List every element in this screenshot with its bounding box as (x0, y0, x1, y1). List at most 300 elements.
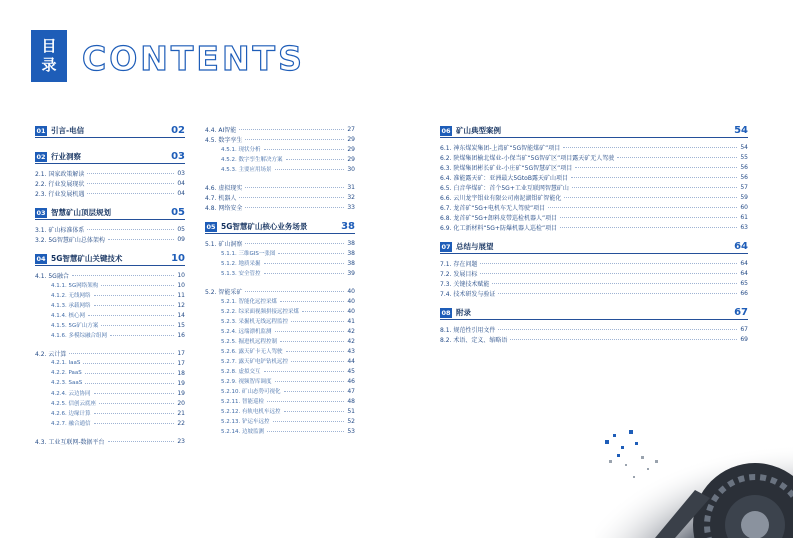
dot-leader (245, 207, 344, 208)
entry-page-number: 44 (347, 357, 355, 365)
entry-title: 4.2.7. 融合通信 (51, 421, 91, 427)
entry-page-number: 56 (740, 163, 748, 171)
spacer (35, 244, 185, 252)
section-title: 总结与展望 (456, 242, 494, 251)
entry-page-number: 64 (740, 259, 748, 267)
entry-page-number: 09 (177, 235, 185, 243)
entry-page-number: 05 (177, 225, 185, 233)
toc-column-3 (440, 124, 748, 344)
dot-leader (563, 147, 737, 148)
dot-leader (280, 341, 344, 342)
entry-page-number: 38 (347, 249, 355, 257)
toc-entry[interactable] (205, 192, 355, 202)
spacer (35, 198, 185, 206)
entry-page-number: 60 (740, 203, 748, 211)
toc-subentry[interactable] (205, 426, 355, 436)
toc-subentry[interactable] (205, 386, 355, 396)
dot-leader (560, 217, 737, 218)
section-title: 附录 (456, 308, 471, 317)
entry-page-number: 40 (347, 287, 355, 295)
entry-page-number: 03 (177, 169, 185, 177)
dot-leader (575, 167, 737, 168)
entry-page-number: 51 (347, 407, 355, 415)
entry-title: 5.2.4. 远端漂机监测 (221, 329, 272, 335)
dot-leader (264, 149, 345, 150)
entry-page-number: 16 (177, 331, 185, 339)
toc-entry[interactable] (440, 192, 748, 202)
toc-subentry[interactable] (35, 280, 185, 290)
dot-leader (275, 169, 345, 170)
dot-leader (110, 335, 174, 336)
entry-title: 5.2.9. 视频智库调度 (221, 379, 272, 385)
dot-leader (572, 187, 738, 188)
spacer (35, 142, 185, 150)
entry-title: 2.2. 行业发展现状 (35, 180, 85, 188)
toc-subentry[interactable] (35, 358, 185, 368)
entry-page-number: 19 (177, 389, 185, 397)
toc-subentry[interactable] (35, 398, 185, 408)
section-page-number: 38 (341, 221, 355, 232)
spacer (35, 428, 185, 436)
toc-entry[interactable] (440, 142, 748, 152)
dot-leader (267, 431, 344, 432)
entry-page-number: 22 (177, 419, 185, 427)
toc-subentry[interactable] (35, 378, 185, 388)
entry-title: 5.2.5. 掘进机远程控制 (221, 339, 277, 345)
toc-section-heading[interactable] (440, 124, 748, 138)
entry-page-number: 67 (740, 325, 748, 333)
section-page-number: 54 (734, 125, 748, 136)
spacer (440, 232, 748, 240)
entry-page-number: 11 (177, 291, 185, 299)
toc-entry[interactable] (205, 124, 355, 134)
entry-page-number: 33 (347, 203, 355, 211)
toc-section-heading[interactable] (35, 124, 185, 138)
entry-title: 5.2.7. 露天矿电铲钻机远控 (221, 359, 288, 365)
toc-entry[interactable] (205, 286, 355, 296)
entry-title: 5.2.12. 有轨电机车远控 (221, 409, 281, 415)
entry-title: 6.4. 准能露天矿：亚洲最大5GtoB露天矿山项目 (440, 174, 568, 182)
entry-title: 7.3. 关键技术赋能 (440, 280, 490, 288)
entry-title: 4.1.4. 核心网 (51, 313, 85, 319)
toc-entry[interactable] (440, 278, 748, 288)
entry-title: 8.1. 规范性引用文件 (440, 326, 496, 334)
dot-leader (280, 301, 344, 302)
spacer (205, 174, 355, 182)
entry-page-number: 69 (740, 335, 748, 343)
dot-leader (245, 243, 344, 244)
toc-subentry[interactable] (35, 408, 185, 418)
entry-title: 6.3. 陕煤集团彬长矿业-小庄矿“5G智慧矿区”项目 (440, 164, 573, 172)
section-page-number: 02 (171, 125, 185, 136)
dot-leader (101, 325, 174, 326)
toc-subentry[interactable] (205, 316, 355, 326)
entry-page-number: 48 (347, 397, 355, 405)
entry-title: 4.6. 虚拟现实 (205, 184, 243, 192)
toc-subentry[interactable] (205, 396, 355, 406)
toc-entry[interactable] (35, 168, 185, 178)
entry-page-number: 17 (177, 359, 185, 367)
entry-title: 5.2.13. 铲运车远控 (221, 419, 270, 425)
toc-subentry[interactable] (205, 258, 355, 268)
dot-leader (273, 421, 345, 422)
entry-title: 4.8. 网络安全 (205, 204, 243, 212)
entry-page-number: 12 (177, 301, 185, 309)
dot-leader (498, 293, 737, 294)
entry-title: 6.8. 龙首矿“5G+卸料皮带巡检机器人”项目 (440, 214, 558, 222)
dot-leader (245, 139, 344, 140)
dot-leader (560, 227, 737, 228)
entry-title: 6.2. 陕煤集团榆北煤业-小保当矿“5G智矿区”项目露天矿无人驾驶 (440, 154, 615, 162)
section-page-number: 64 (734, 241, 748, 252)
entry-title: 5.2. 智能采矿 (205, 288, 243, 296)
entry-page-number: 42 (347, 337, 355, 345)
entry-page-number: 43 (347, 347, 355, 355)
section-number-badge: 01 (36, 126, 46, 135)
spacer (35, 340, 185, 348)
toc-column-1 (35, 124, 185, 446)
dot-leader (291, 321, 344, 322)
toc-subentry[interactable] (205, 366, 355, 376)
entry-title: 5.2.11. 智能巡检 (221, 399, 264, 405)
toc-subentry[interactable] (205, 144, 355, 154)
dot-leader (245, 187, 344, 188)
entry-title: 6.9. 化工新材料“5G+防爆机器人巡检”项目 (440, 224, 558, 232)
toc-subentry[interactable] (205, 164, 355, 174)
entry-page-number: 20 (177, 399, 185, 407)
dot-leader (548, 207, 737, 208)
dot-leader (510, 339, 737, 340)
dot-leader (94, 423, 175, 424)
dot-leader (99, 403, 174, 404)
toc-subentry[interactable] (205, 416, 355, 426)
toc-entry[interactable] (35, 234, 185, 244)
entry-title: 4.2.1. IaaS (51, 360, 81, 366)
entry-page-number: 29 (347, 155, 355, 163)
dot-leader (291, 361, 344, 362)
section-title: 矿山典型案例 (456, 126, 501, 135)
section-title: 引言-电信 (51, 126, 85, 135)
entry-page-number: 14 (177, 311, 185, 319)
entry-title: 3.1. 矿山标准体系 (35, 226, 85, 234)
toc-subentry[interactable] (35, 368, 185, 378)
entry-title: 2.3. 行业发展机遇 (35, 190, 85, 198)
section-page-number: 03 (171, 151, 185, 162)
toc-section-heading[interactable] (440, 306, 748, 320)
dot-leader (87, 193, 174, 194)
entry-page-number: 19 (177, 379, 185, 387)
entry-title: 4.3. 工业互联网-数据平台 (35, 438, 105, 446)
mining-machine-illustration (595, 420, 793, 538)
entry-title: 5.2.1. 智能化远控采煤 (221, 299, 277, 305)
entry-page-number: 10 (177, 271, 185, 279)
toc-subentry[interactable] (35, 418, 185, 428)
toc-subentry[interactable] (35, 330, 185, 340)
mulu-badge (31, 30, 67, 82)
entry-page-number: 61 (740, 213, 748, 221)
entry-title: 8.2. 术语、定义、缩略语 (440, 336, 508, 344)
entry-page-number: 39 (347, 269, 355, 277)
section-page-number: 05 (171, 207, 185, 218)
entry-page-number: 65 (740, 279, 748, 287)
entry-page-number: 18 (177, 369, 185, 377)
toc-subentry[interactable] (205, 248, 355, 258)
dot-leader (278, 253, 344, 254)
entry-title: 4.5. 数字孪生 (205, 136, 243, 144)
entry-page-number: 31 (347, 183, 355, 191)
entry-page-number: 21 (177, 409, 185, 417)
dot-leader (88, 315, 174, 316)
toc-subentry[interactable] (35, 320, 185, 330)
entry-title: 2.1. 国家政策解读 (35, 170, 85, 178)
toc-subentry[interactable] (35, 310, 185, 320)
dot-leader (284, 391, 345, 392)
entry-title: 4.2.5. 信创云底座 (51, 401, 96, 407)
mulu-char-1: 目 (41, 37, 57, 55)
dot-leader (498, 329, 737, 330)
entry-page-number: 56 (740, 173, 748, 181)
dot-leader (94, 413, 175, 414)
toc-section-heading[interactable] (35, 206, 185, 220)
entry-title: 4.5.2. 数字孪生解决方案 (221, 157, 283, 163)
dot-leader (286, 351, 345, 352)
toc-subentry[interactable] (205, 346, 355, 356)
toc-entry[interactable] (35, 188, 185, 198)
dot-leader (571, 177, 737, 178)
toc-entry[interactable] (440, 162, 748, 172)
entry-page-number: 29 (347, 135, 355, 143)
dot-leader (245, 291, 344, 292)
entry-page-number: 17 (177, 349, 185, 357)
entry-title: 5.2.8. 虚拟交互 (221, 369, 261, 375)
toc-entry[interactable] (440, 202, 748, 212)
toc-entry[interactable] (440, 222, 748, 232)
toc-entry[interactable] (440, 182, 748, 192)
spacer (440, 298, 748, 306)
entry-page-number: 42 (347, 327, 355, 335)
toc-section-heading[interactable] (35, 150, 185, 164)
dot-leader (286, 159, 345, 160)
toc-entry[interactable] (440, 324, 748, 334)
section-number-badge: 05 (206, 222, 216, 231)
section-number-badge: 03 (36, 208, 46, 217)
entry-title: 5.2.3. 采掘机无线远程监控 (221, 319, 288, 325)
toc-section-heading[interactable] (440, 240, 748, 254)
toc-subentry[interactable] (205, 336, 355, 346)
toc-subentry[interactable] (205, 376, 355, 386)
dot-leader (83, 363, 174, 364)
section-title: 行业洞察 (51, 152, 81, 161)
dot-leader (94, 393, 175, 394)
entry-page-number: 10 (177, 281, 185, 289)
entry-page-number: 47 (347, 387, 355, 395)
toc-entry[interactable] (440, 288, 748, 298)
entry-title: 4.5.3. 主要应用场景 (221, 167, 272, 173)
entry-title: 5.2.10. 矿山态势可视化 (221, 389, 281, 395)
entry-page-number: 66 (740, 289, 748, 297)
toc-subentry[interactable] (205, 296, 355, 306)
entry-title: 7.1. 存在问题 (440, 260, 478, 268)
toc-entry[interactable] (440, 152, 748, 162)
dot-leader (87, 173, 174, 174)
entry-title: 5.1.3. 安全管控 (221, 271, 261, 277)
entry-page-number: 57 (740, 183, 748, 191)
dot-leader (108, 239, 175, 240)
entry-title: 7.2. 发展目标 (440, 270, 478, 278)
entry-title: 4.2.3. SaaS (51, 380, 83, 386)
entry-title: 5.1. 矿山洞察 (205, 240, 243, 248)
entry-title: 5.2.6. 露天矿卡无人驾驶 (221, 349, 283, 355)
toc-entry[interactable] (440, 268, 748, 278)
entry-page-number: 46 (347, 377, 355, 385)
entry-page-number: 40 (347, 297, 355, 305)
entry-page-number: 55 (740, 153, 748, 161)
dot-leader (239, 197, 344, 198)
dot-leader (264, 263, 345, 264)
section-number-badge: 07 (441, 242, 451, 251)
entry-title: 4.2. 云计算 (35, 350, 67, 358)
entry-page-number: 30 (347, 165, 355, 173)
toc-entry[interactable] (205, 238, 355, 248)
entry-title: 6.7. 龙首矿“5G+电机车无人驾驶”项目 (440, 204, 546, 212)
dot-leader (85, 373, 175, 374)
entry-title: 6.1. 神东煤炭集团-上湾矿“5G智能煤矿”项目 (440, 144, 561, 152)
toc-subentry[interactable] (205, 326, 355, 336)
section-title: 5G智慧矿山关键技术 (51, 254, 123, 263)
dot-leader (69, 353, 174, 354)
toc-subentry[interactable] (205, 306, 355, 316)
toc-entry[interactable] (205, 134, 355, 144)
toc-subentry[interactable] (205, 356, 355, 366)
entry-page-number: 54 (740, 143, 748, 151)
entry-title: 4.1.5. 5G矿山方案 (51, 323, 99, 329)
dot-leader (87, 229, 174, 230)
dot-leader (564, 197, 737, 198)
toc-entry[interactable] (205, 202, 355, 212)
entry-page-number: 29 (347, 145, 355, 153)
entry-title: 4.1.3. 承载网络 (51, 303, 91, 309)
entry-page-number: 64 (740, 269, 748, 277)
dot-leader (275, 381, 345, 382)
dot-leader (267, 401, 344, 402)
toc-entry[interactable] (440, 258, 748, 268)
entry-title: 5.2.2. 综采面视频拼接远控采煤 (221, 309, 299, 315)
section-number-badge: 04 (36, 254, 46, 263)
dot-leader (617, 157, 737, 158)
toc-entry[interactable] (440, 172, 748, 182)
entry-page-number: 53 (347, 427, 355, 435)
spacer (205, 212, 355, 220)
entry-title: 3.2. 5G智慧矿山总体架构 (35, 236, 105, 244)
entry-title: 4.7. 机器人 (205, 194, 237, 202)
toc-subentry[interactable] (35, 388, 185, 398)
toc-entry[interactable] (205, 182, 355, 192)
dot-leader (239, 129, 344, 130)
entry-page-number: 41 (347, 317, 355, 325)
entry-page-number: 04 (177, 179, 185, 187)
entry-page-number: 04 (177, 189, 185, 197)
entry-page-number: 63 (740, 223, 748, 231)
entry-page-number: 38 (347, 239, 355, 247)
entry-title: 6.6. 云川龙宇钼业有限公司南泥湖钼矿智能化 (440, 194, 562, 202)
section-page-number: 10 (171, 253, 185, 264)
entry-page-number: 15 (177, 321, 185, 329)
toc-subentry[interactable] (35, 300, 185, 310)
toc-entry[interactable] (35, 178, 185, 188)
section-number-badge: 08 (441, 308, 451, 317)
toc-entry[interactable] (35, 270, 185, 280)
dot-leader (85, 383, 174, 384)
entry-title: 4.1.6. 多模综融合组网 (51, 333, 107, 339)
section-number-badge: 06 (441, 126, 451, 135)
dot-leader (264, 273, 345, 274)
dot-leader (101, 285, 174, 286)
toc-entry[interactable] (440, 334, 748, 344)
section-title: 5G智慧矿山核心业务场景 (221, 222, 308, 231)
entry-title: 7.4. 技术研发与验证 (440, 290, 496, 298)
dot-leader (284, 411, 345, 412)
toc-column-2 (205, 124, 355, 436)
dot-leader (72, 275, 175, 276)
toc-entry[interactable] (35, 436, 185, 446)
entry-title: 5.1.2. 地质采掘 (221, 261, 261, 267)
toc-subentry[interactable] (205, 406, 355, 416)
toc-subentry[interactable] (205, 154, 355, 164)
section-number-badge: 02 (36, 152, 46, 161)
section-page-number: 67 (734, 307, 748, 318)
dot-leader (480, 263, 737, 264)
entry-title: 4.4. AI智能 (205, 126, 237, 134)
entry-title: 4.2.6. 边缘计算 (51, 411, 91, 417)
dot-leader (264, 371, 345, 372)
entry-page-number: 59 (740, 193, 748, 201)
toc-subentry[interactable] (205, 268, 355, 278)
dot-leader (94, 305, 175, 306)
dot-leader (87, 183, 174, 184)
entry-page-number: 52 (347, 417, 355, 425)
entry-title: 5.1.1. 三维GIS一张图 (221, 251, 276, 257)
entry-title: 5.2.14. 边坡监测 (221, 429, 264, 435)
toc-section-heading[interactable] (35, 252, 185, 266)
toc-entry[interactable] (35, 348, 185, 358)
contents-title: CONTENTS (82, 39, 305, 78)
dot-leader (108, 441, 175, 442)
dot-leader (94, 295, 175, 296)
entry-title: 4.1.2. 无线网络 (51, 293, 91, 299)
entry-page-number: 45 (347, 367, 355, 375)
toc-section-heading[interactable] (205, 220, 355, 234)
entry-title: 4.5.1. 现状分析 (221, 147, 261, 153)
dot-leader (302, 311, 344, 312)
entry-title: 6.5. 白音华煤矿：首个5G+工业互联网智慧矿山 (440, 184, 569, 192)
section-title: 智慧矿山顶层规划 (51, 208, 111, 217)
entry-title: 4.2.4. 云边协同 (51, 391, 91, 397)
entry-page-number: 27 (347, 125, 355, 133)
toc-entry[interactable] (35, 224, 185, 234)
dot-leader (480, 273, 737, 274)
entry-page-number: 38 (347, 259, 355, 267)
mulu-char-2: 录 (41, 56, 57, 74)
dot-leader (492, 283, 737, 284)
spacer (205, 278, 355, 286)
toc-subentry[interactable] (35, 290, 185, 300)
entry-page-number: 32 (347, 193, 355, 201)
entry-title: 4.2.2. PaaS (51, 370, 82, 376)
entry-page-number: 23 (177, 437, 185, 445)
entry-title: 4.1.1. 5G网络架构 (51, 283, 99, 289)
toc-entry[interactable] (440, 212, 748, 222)
dot-leader (275, 331, 345, 332)
